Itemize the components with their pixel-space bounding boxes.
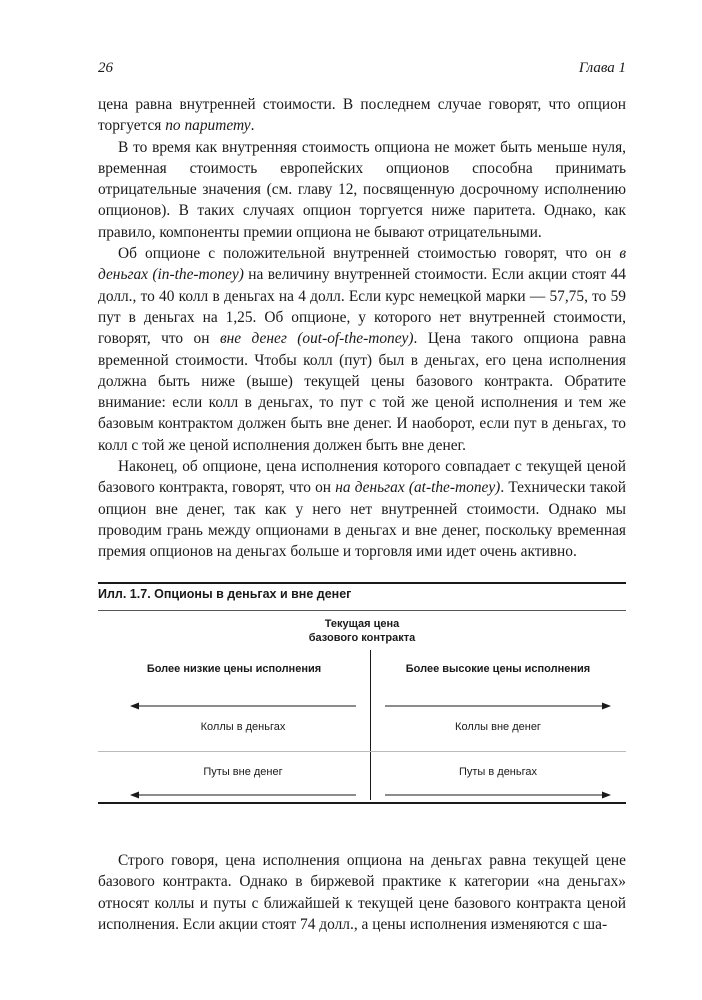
text-run: . [250,117,255,135]
text-run: цена равна внутренней стоимости. В последнем случае говорят, что опцион торгуется [98,96,626,135]
text-run: Строго говоря, цена исполнения опциона на деньгах равна текущей цене базового контракта. Однако в биржевой практике к категории «на деньгах» относят коллы и путы с ближайшей к текущей цене базового контракта ценой исполнения. Если акции стоят 74 долл., а цены исполнения изменяются с ша- [98,852,626,933]
current-price-label [262,617,462,645]
text-run: Об опционе с положительной внутренней стоимостью говорят, что он [118,245,620,263]
chapter-label: Глава 1 [578,60,626,76]
text-run: Наконец, об опционе, цена исполнения которого совпадает с текущей ценой базового контракта, говорят, что он [98,458,626,497]
puts-in-the-money-label: Путы в деньгах [458,766,538,778]
left-arrow-top [130,701,356,711]
paragraph [98,456,626,562]
paragraph [98,850,626,935]
body-text-top [98,94,626,563]
current-price-label-line2: базового контракта [308,632,416,644]
text-run: на величину внутренней стоимости. Если акции стоят 44 долл., то 40 колл в деньгах на 4 долл. Если курс немецкой марки — 57,75, то 59 пут в деньгах на 1,25. Об опционе, у которого нет внутренней стоимости, говорят, что он [98,266,626,348]
figure-caption: Илл. 1.7. Опционы в деньгах и вне денег [98,587,352,601]
calls-in-the-money-label: Коллы в деньгах [200,721,286,733]
italic-term: по паритету [165,117,251,135]
italic-term: на деньгах (at-the-money) [335,479,501,497]
row-divider [98,751,626,752]
right-arrow-top [385,701,611,711]
italic-term: вне денег (out-of-the-money) [219,330,414,348]
figure-options-moneyness [98,582,626,804]
body-text-bottom [98,850,626,935]
paragraph [98,137,626,243]
current-price-label-line1: Текущая цена [324,618,400,630]
text-run: В то время как внутренняя стоимость опциона не может быть меньше нуля, временная стоимость европейских опционов способна принимать отрицательные значения (см. главу 12, посвященную досрочному исполнению опционов). В таких случаях опцион торгуется ниже паритета. Однако, как правило, компоненты премии опциона не бывают отрицательными. [98,138,626,241]
right-arrow-bottom [385,790,611,800]
figure-top-rule [98,582,626,584]
italic-term: в деньгах (in-the-money) [98,245,626,284]
higher-strikes-header: Более высокие цены исполнения [405,663,591,675]
left-arrow-bottom [130,790,356,800]
figure-caption-rule [98,610,626,611]
lower-strikes-header: Более низкие цены исполнения [146,663,322,675]
paragraph [98,94,626,137]
text-run: . Технически такой опцион вне денег, так как у него нет внутренней стоимости. Однако мы проводим грань между опционами в деньгах и вне денег, поскольку временная премия опционов на деньгах больше и торговля ими идет очень активно. [98,479,626,561]
page-number: 26 [98,60,113,76]
figure-bottom-rule [98,802,626,804]
paragraph [98,243,626,456]
calls-out-of-the-money-label: Коллы вне денег [455,721,541,733]
running-head [98,60,626,82]
text-run: . Цена такого опциона равна временной стоимости. Чтобы колл (пут) был в деньгах, его цена исполнения должна быть ниже (выше) текущей цены базового контракта. Обратите внимание: если колл в деньгах, то пут с той же ценой исполнения и тем же базовым контрактом должен быть вне денег. И наоборот, если пут в деньгах, то колл с той же ценой исполнения должен быть вне денег. [98,330,626,454]
puts-out-of-the-money-label: Путы вне денег [203,766,283,778]
